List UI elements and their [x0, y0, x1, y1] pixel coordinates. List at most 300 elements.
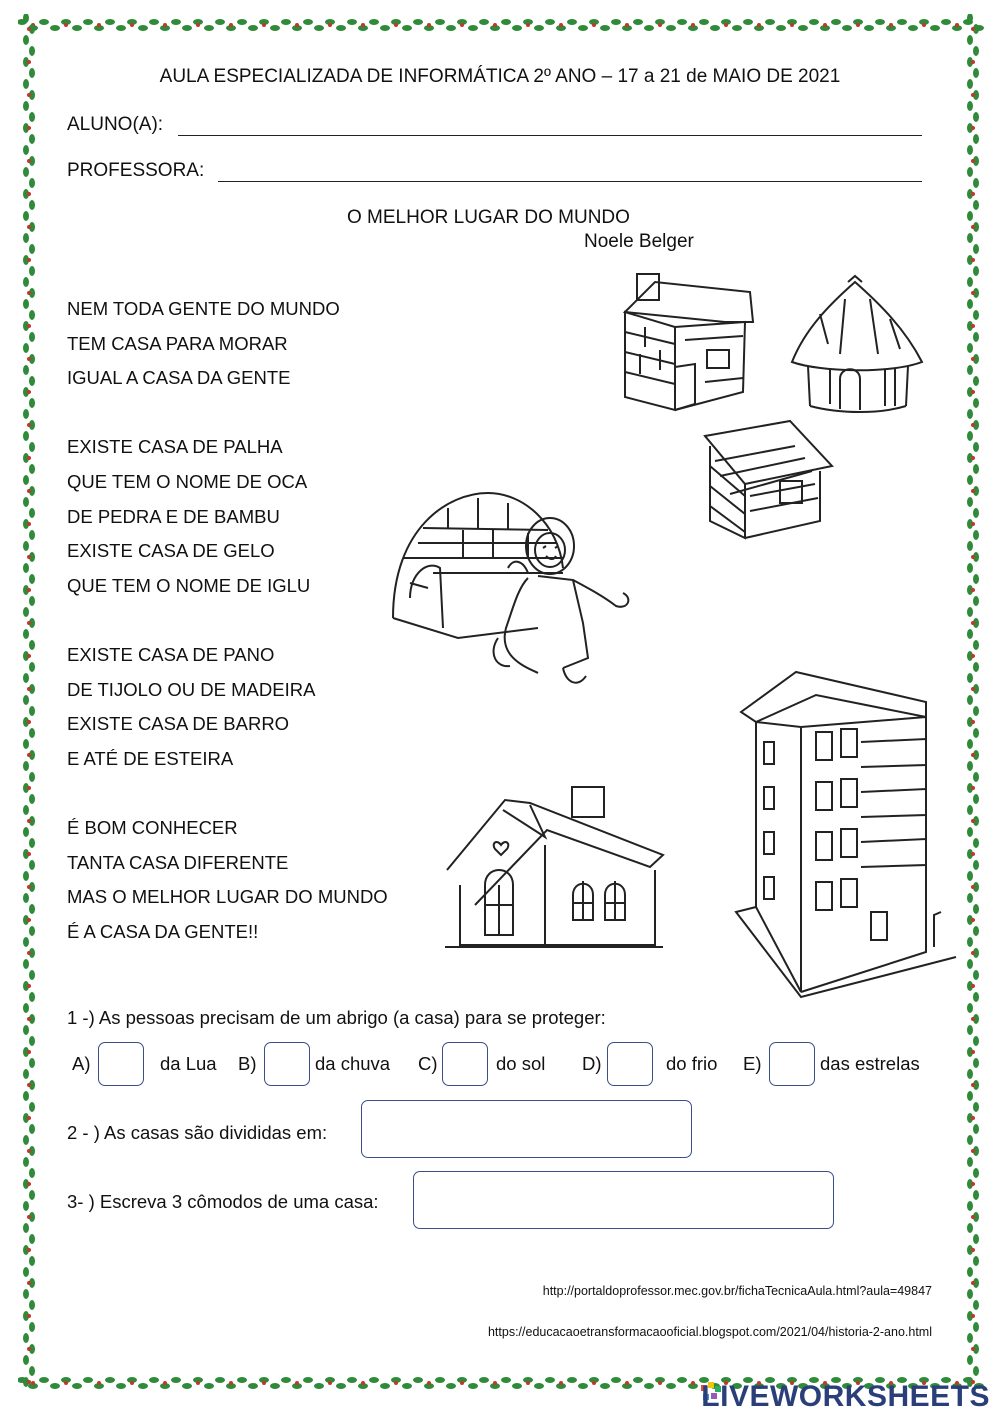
- holly-leaf: [369, 19, 379, 25]
- holly-berry: [427, 23, 431, 27]
- holly-berry: [971, 390, 975, 394]
- holly-leaf: [633, 1377, 643, 1383]
- holly-leaf: [215, 1377, 225, 1383]
- holly-leaf: [967, 629, 973, 639]
- holly-leaf: [29, 134, 35, 144]
- holly-leaf: [967, 1069, 973, 1079]
- holly-leaf: [967, 1355, 973, 1365]
- holly-leaf: [512, 25, 522, 31]
- holly-leaf: [435, 19, 445, 25]
- holly-leaf: [973, 1234, 979, 1244]
- holly-leaf: [446, 1383, 456, 1389]
- student-label: ALUNO(A):: [67, 114, 164, 135]
- poem-line: QUE TEM O NOME DE IGLU: [67, 574, 311, 596]
- holly-berry: [328, 1381, 332, 1385]
- source-link-1[interactable]: http://portaldoprofessor.mec.gov.br/fichaTecnicaAula.html?aula=49847: [542, 1284, 932, 1298]
- poem-line: É BOM CONHECER: [67, 816, 238, 838]
- holly-berry: [163, 23, 167, 27]
- holly-berry: [971, 786, 975, 790]
- holly-leaf: [967, 145, 973, 155]
- holly-leaf: [83, 1377, 93, 1383]
- apartment-building-illustration: [736, 667, 958, 999]
- holly-leaf: [967, 673, 973, 683]
- holly-leaf: [973, 1322, 979, 1332]
- holly-leaf: [567, 19, 577, 25]
- holly-berry: [971, 1116, 975, 1120]
- holly-leaf: [23, 739, 29, 749]
- holly-berry: [971, 654, 975, 658]
- holly-leaf: [941, 19, 951, 25]
- holly-leaf: [29, 266, 35, 276]
- holly-berry: [130, 23, 134, 27]
- holly-leaf: [23, 167, 29, 177]
- holly-leaf: [973, 1036, 979, 1046]
- holly-leaf: [973, 200, 979, 210]
- holly-leaf: [314, 1383, 324, 1389]
- holly-berry: [64, 1381, 68, 1385]
- holly-leaf: [171, 1377, 181, 1383]
- holly-leaf: [897, 19, 907, 25]
- holly-leaf: [23, 475, 29, 485]
- holly-leaf: [281, 1377, 291, 1383]
- holly-leaf: [743, 19, 753, 25]
- holly-leaf: [138, 1383, 148, 1389]
- teacher-name-line[interactable]: [218, 181, 922, 182]
- holly-berry: [971, 885, 975, 889]
- holly-berry: [229, 23, 233, 27]
- holly-berry: [196, 1381, 200, 1385]
- holly-leaf: [732, 25, 742, 31]
- holly-leaf: [29, 178, 35, 188]
- holly-leaf: [967, 959, 973, 969]
- holly-leaf: [666, 25, 676, 31]
- holly-leaf: [347, 19, 357, 25]
- option-b-checkbox[interactable]: [264, 1042, 310, 1086]
- holly-berry: [971, 192, 975, 196]
- holly-leaf: [611, 1377, 621, 1383]
- holly-leaf: [967, 563, 973, 573]
- poem-body: [67, 292, 388, 984]
- holly-leaf: [29, 640, 35, 650]
- holly-leaf: [29, 574, 35, 584]
- holly-leaf: [23, 1069, 29, 1079]
- holly-berry: [27, 918, 31, 922]
- option-b-letter: B): [238, 1053, 257, 1074]
- holly-leaf: [29, 1300, 35, 1310]
- holly-berry: [27, 654, 31, 658]
- holly-leaf: [534, 25, 544, 31]
- holly-leaf: [116, 25, 126, 31]
- poem-line: E ATÉ DE ESTEIRA: [67, 747, 234, 769]
- holly-leaf: [23, 1157, 29, 1167]
- holly-leaf: [29, 1036, 35, 1046]
- holly-berry: [971, 753, 975, 757]
- holly-leaf: [215, 19, 225, 25]
- holly-berry: [971, 588, 975, 592]
- poem-line: IGUAL A CASA DA GENTE: [67, 367, 291, 389]
- holly-leaf: [967, 343, 973, 353]
- holly-berry: [592, 1381, 596, 1385]
- holly-berry: [27, 1380, 31, 1384]
- holly-leaf: [967, 1201, 973, 1211]
- holly-leaf: [973, 464, 979, 474]
- holly-leaf: [468, 1383, 478, 1389]
- holly-leaf: [666, 1383, 676, 1389]
- holly-leaf: [973, 970, 979, 980]
- holly-berry: [971, 291, 975, 295]
- holly-berry: [27, 291, 31, 295]
- holly-berry: [27, 753, 31, 757]
- holly-leaf: [973, 310, 979, 320]
- holly-berry: [427, 1381, 431, 1385]
- poem-line: TANTA CASA DIFERENTE: [67, 851, 289, 873]
- holly-leaf: [512, 1383, 522, 1389]
- holly-berry: [971, 1182, 975, 1186]
- holly-berry: [27, 1050, 31, 1054]
- stanza-1: [67, 292, 388, 396]
- holly-leaf: [644, 25, 654, 31]
- holly-leaf: [875, 19, 885, 25]
- poem-line: EXISTE CASA DE BARRO: [67, 713, 290, 735]
- holly-leaf: [973, 728, 979, 738]
- holly-leaf: [23, 761, 29, 771]
- holly-leaf: [23, 409, 29, 419]
- holly-leaf: [967, 365, 973, 375]
- holly-leaf: [23, 14, 29, 23]
- holly-berry: [971, 984, 975, 988]
- holly-leaf: [29, 860, 35, 870]
- holly-leaf: [29, 970, 35, 980]
- holly-leaf: [50, 1383, 60, 1389]
- option-c-letter: C): [418, 1053, 438, 1074]
- poem-line: MAS O MELHOR LUGAR DO MUNDO: [67, 886, 388, 908]
- holly-berry: [460, 1381, 464, 1385]
- holly-leaf: [809, 19, 819, 25]
- holly-leaf: [29, 464, 35, 474]
- cottage-illustration: [445, 785, 667, 953]
- holly-leaf: [501, 19, 511, 25]
- holly-leaf: [72, 1383, 82, 1389]
- holly-berry: [27, 1149, 31, 1153]
- holly-leaf: [23, 1267, 29, 1277]
- holly-berry: [27, 390, 31, 394]
- holly-leaf: [973, 134, 979, 144]
- holly-berry: [559, 1381, 563, 1385]
- holly-leaf: [600, 1383, 610, 1389]
- option-d-checkbox[interactable]: [607, 1042, 653, 1086]
- holly-berry: [27, 885, 31, 889]
- question-3-answer-box[interactable]: [413, 1171, 834, 1229]
- holly-berry: [971, 456, 975, 460]
- stanza-3: [67, 638, 388, 776]
- holly-leaf: [380, 1383, 390, 1389]
- holly-leaf: [967, 761, 973, 771]
- holly-berry: [823, 23, 827, 27]
- holly-leaf: [23, 541, 29, 551]
- holly-berry: [526, 23, 530, 27]
- holly-leaf: [567, 1377, 577, 1383]
- holly-leaf: [29, 310, 35, 320]
- holly-leaf: [23, 365, 29, 375]
- holly-berry: [971, 489, 975, 493]
- holly-berry: [971, 60, 975, 64]
- holly-leaf: [973, 1256, 979, 1266]
- liveworksheets-logo[interactable]: LIVEWORKSHEETS: [701, 1380, 990, 1413]
- holly-leaf: [23, 1201, 29, 1211]
- holly-leaf: [967, 1223, 973, 1233]
- holly-leaf: [967, 233, 973, 243]
- holly-leaf: [967, 299, 973, 309]
- holly-berry: [971, 159, 975, 163]
- holly-leaf: [105, 1377, 115, 1383]
- holly-leaf: [973, 530, 979, 540]
- holly-leaf: [967, 937, 973, 947]
- holly-leaf: [967, 1267, 973, 1277]
- holly-leaf: [973, 926, 979, 936]
- holly-leaf: [973, 794, 979, 804]
- holly-leaf: [138, 25, 148, 31]
- holly-berry: [971, 918, 975, 922]
- holly-leaf: [545, 19, 555, 25]
- holly-leaf: [23, 893, 29, 903]
- holly-berry: [971, 1149, 975, 1153]
- holly-leaf: [973, 596, 979, 606]
- holly-leaf: [23, 343, 29, 353]
- holly-leaf: [380, 25, 390, 31]
- holly-leaf: [29, 1058, 35, 1068]
- holly-berry: [27, 225, 31, 229]
- student-name-line[interactable]: [178, 135, 922, 136]
- holly-leaf: [303, 19, 313, 25]
- holly-leaf: [967, 35, 973, 45]
- holly-border-right: [962, 14, 984, 1394]
- holly-leaf: [149, 19, 159, 25]
- holly-leaf: [29, 706, 35, 716]
- holly-leaf: [967, 497, 973, 507]
- holly-berry: [394, 1381, 398, 1385]
- holly-leaf: [270, 1383, 280, 1389]
- holly-leaf: [578, 25, 588, 31]
- holly-leaf: [23, 277, 29, 287]
- holly-leaf: [29, 728, 35, 738]
- holly-leaf: [967, 431, 973, 441]
- question-3-text: 3- ) Escreva 3 cômodos de uma casa:: [67, 1191, 379, 1212]
- holly-leaf: [479, 19, 489, 25]
- holly-berry: [27, 423, 31, 427]
- holly-berry: [971, 324, 975, 328]
- poem-line: TEM CASA PARA MORAR: [67, 332, 288, 354]
- holly-berry: [971, 1050, 975, 1054]
- holly-berry: [526, 1381, 530, 1385]
- holly-berry: [27, 357, 31, 361]
- holly-berry: [922, 23, 926, 27]
- holly-leaf: [23, 629, 29, 639]
- holly-berry: [625, 23, 629, 27]
- holly-leaf: [973, 904, 979, 914]
- holly-berry: [971, 93, 975, 97]
- option-e-checkbox[interactable]: [769, 1042, 815, 1086]
- holly-leaf: [578, 1383, 588, 1389]
- holly-leaf: [435, 1377, 445, 1383]
- holly-berry: [97, 23, 101, 27]
- holly-leaf: [967, 739, 973, 749]
- poem-line: DE TIJOLO OU DE MADEIRA: [67, 678, 316, 700]
- holly-leaf: [29, 508, 35, 518]
- stanza-4: [67, 811, 388, 949]
- holly-berry: [971, 357, 975, 361]
- holly-leaf: [967, 893, 973, 903]
- holly-berry: [658, 23, 662, 27]
- holly-berry: [493, 23, 497, 27]
- option-e-text: das estrelas: [820, 1053, 920, 1074]
- holly-berry: [27, 1116, 31, 1120]
- source-link-2[interactable]: https://educacaoetransformacaooficial.blogspot.com/2021/04/historia-2-ano.html: [487, 1325, 932, 1339]
- holly-berry: [27, 984, 31, 988]
- option-d-letter: D): [582, 1053, 602, 1074]
- option-a-letter: A): [72, 1053, 91, 1074]
- holly-berry: [971, 687, 975, 691]
- option-c-checkbox[interactable]: [442, 1042, 488, 1086]
- holly-berry: [460, 23, 464, 27]
- holly-leaf: [413, 1377, 423, 1383]
- stanza-2: [67, 430, 388, 603]
- holly-leaf: [149, 1377, 159, 1383]
- holly-leaf: [23, 563, 29, 573]
- holly-leaf: [644, 1383, 654, 1389]
- holly-berry: [790, 23, 794, 27]
- holly-leaf: [967, 695, 973, 705]
- holly-leaf: [29, 376, 35, 386]
- holly-berry: [262, 23, 266, 27]
- holly-leaf: [413, 19, 423, 25]
- holly-leaf: [23, 1355, 29, 1365]
- holly-berry: [361, 23, 365, 27]
- holly-leaf: [973, 332, 979, 342]
- option-a-text: da Lua: [160, 1053, 217, 1074]
- holly-leaf: [23, 1135, 29, 1145]
- holly-leaf: [29, 1234, 35, 1244]
- holly-leaf: [237, 19, 247, 25]
- holly-leaf: [468, 25, 478, 31]
- question-1-text: 1 -) As pessoas precisam de um abrigo (a casa) para se proteger:: [67, 1007, 606, 1028]
- holly-berry: [971, 1347, 975, 1351]
- holly-leaf: [765, 19, 775, 25]
- option-c-text: do sol: [496, 1053, 546, 1074]
- holly-leaf: [967, 211, 973, 221]
- holly-leaf: [314, 25, 324, 31]
- holly-leaf: [973, 1366, 979, 1376]
- holly-leaf: [29, 596, 35, 606]
- holly-leaf: [29, 926, 35, 936]
- holly-leaf: [699, 19, 709, 25]
- holly-berry: [27, 93, 31, 97]
- holly-berry: [493, 1381, 497, 1385]
- holly-leaf: [967, 475, 973, 485]
- holly-berry: [971, 1017, 975, 1021]
- holly-berry: [27, 588, 31, 592]
- holly-leaf: [973, 1300, 979, 1310]
- holly-leaf: [967, 1003, 973, 1013]
- holly-leaf: [23, 1091, 29, 1101]
- holly-leaf: [29, 794, 35, 804]
- holly-berry: [394, 23, 398, 27]
- holly-leaf: [402, 25, 412, 31]
- holly-leaf: [23, 871, 29, 881]
- holly-leaf: [545, 1377, 555, 1383]
- holly-leaf: [23, 673, 29, 683]
- holly-leaf: [967, 1289, 973, 1299]
- holly-leaf: [930, 25, 940, 31]
- holly-leaf: [23, 299, 29, 309]
- holly-leaf: [973, 838, 979, 848]
- holly-leaf: [29, 772, 35, 782]
- wooden-cabin-illustration: [700, 416, 835, 544]
- holly-berry: [559, 23, 563, 27]
- holly-leaf: [29, 332, 35, 342]
- holly-leaf: [29, 1322, 35, 1332]
- holly-leaf: [973, 860, 979, 870]
- stone-house-illustration: [615, 272, 755, 412]
- holly-leaf: [204, 1383, 214, 1389]
- holly-leaf: [973, 508, 979, 518]
- holly-leaf: [967, 14, 973, 23]
- holly-leaf: [29, 112, 35, 122]
- holly-berry: [971, 1281, 975, 1285]
- holly-berry: [971, 423, 975, 427]
- holly-berry: [889, 23, 893, 27]
- holly-berry: [27, 819, 31, 823]
- holly-leaf: [967, 805, 973, 815]
- holly-leaf: [973, 46, 979, 56]
- holly-leaf: [967, 101, 973, 111]
- holly-berry: [27, 1182, 31, 1186]
- holly-leaf: [973, 772, 979, 782]
- holly-leaf: [50, 25, 60, 31]
- poem-line: QUE TEM O NOME DE OCA: [67, 470, 308, 492]
- holly-berry: [262, 1381, 266, 1385]
- holly-berry: [658, 1381, 662, 1385]
- holly-leaf: [29, 662, 35, 672]
- option-d-text: do frio: [666, 1053, 718, 1074]
- holly-berry: [27, 1083, 31, 1087]
- holly-leaf: [29, 442, 35, 452]
- holly-berry: [27, 159, 31, 163]
- holly-leaf: [347, 1377, 357, 1383]
- holly-leaf: [600, 25, 610, 31]
- poem-line: É A CASA DA GENTE!!: [67, 920, 259, 942]
- holly-leaf: [23, 937, 29, 947]
- holly-berry: [27, 555, 31, 559]
- holly-leaf: [446, 25, 456, 31]
- holly-leaf: [967, 541, 973, 551]
- holly-berry: [295, 1381, 299, 1385]
- holly-leaf: [23, 211, 29, 221]
- holly-leaf: [29, 1256, 35, 1266]
- holly-berry: [971, 555, 975, 559]
- holly-berry: [27, 324, 31, 328]
- holly-leaf: [677, 19, 687, 25]
- holly-leaf: [248, 1383, 258, 1389]
- holly-leaf: [29, 46, 35, 56]
- holly-leaf: [23, 1289, 29, 1299]
- option-a-checkbox[interactable]: [98, 1042, 144, 1086]
- holly-leaf: [402, 1383, 412, 1389]
- holly-leaf: [842, 25, 852, 31]
- holly-leaf: [39, 1377, 49, 1383]
- poem-line: DE PEDRA E DE BAMBU: [67, 505, 280, 527]
- holly-berry: [295, 23, 299, 27]
- question-2-answer-box[interactable]: [361, 1100, 692, 1158]
